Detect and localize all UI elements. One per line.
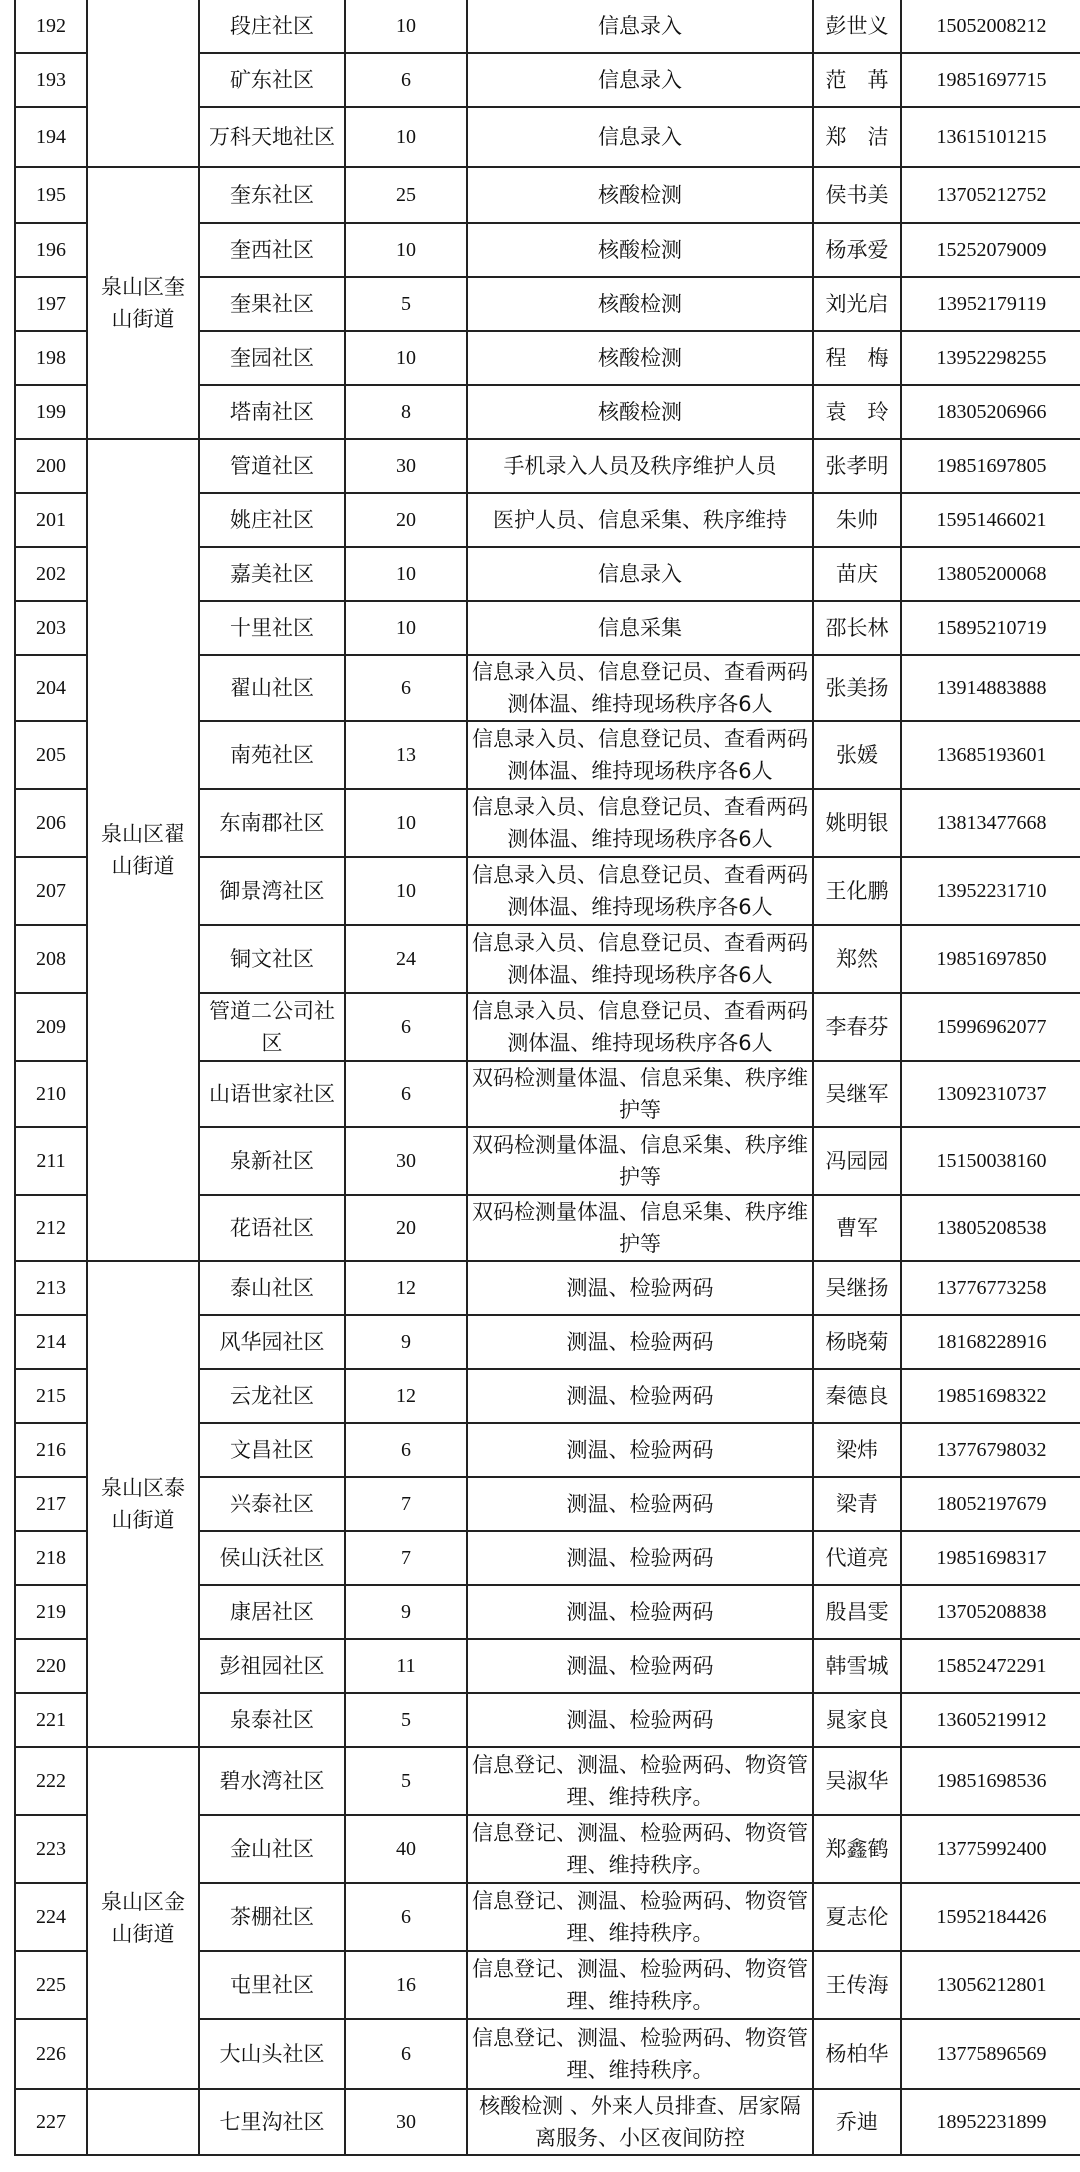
row-number-cell: 210 — [15, 1061, 87, 1127]
duty-cell: 医护人员、信息采集、秩序维持 — [467, 493, 813, 547]
phone-cell: 13952298255 — [901, 331, 1080, 385]
contact-cell: 姚明银 — [813, 789, 901, 857]
contact-cell: 杨晓菊 — [813, 1315, 901, 1369]
contact-cell: 侯书美 — [813, 167, 901, 223]
contact-cell: 袁 玲 — [813, 385, 901, 439]
phone-cell: 13705212752 — [901, 167, 1080, 223]
volunteer-count-cell: 13 — [345, 721, 467, 789]
contact-cell: 乔迪 — [813, 2089, 901, 2155]
contact-cell: 李春芬 — [813, 993, 901, 1061]
community-cell: 碧水湾社区 — [199, 1747, 345, 1815]
community-cell: 奎西社区 — [199, 223, 345, 277]
duty-cell: 信息录入员、信息登记员、查看两码测体温、维持现场秩序各6人 — [467, 925, 813, 993]
row-number-cell: 225 — [15, 1951, 87, 2019]
contact-cell: 吴继扬 — [813, 1261, 901, 1315]
phone-cell: 19851697715 — [901, 53, 1080, 107]
phone-cell: 13813477668 — [901, 789, 1080, 857]
volunteer-count-cell: 10 — [345, 107, 467, 167]
phone-cell: 13776773258 — [901, 1261, 1080, 1315]
volunteer-count-cell: 10 — [345, 857, 467, 925]
community-cell: 康居社区 — [199, 1585, 345, 1639]
community-cell: 风华园社区 — [199, 1315, 345, 1369]
duty-cell: 信息录入 — [467, 0, 813, 53]
row-number-cell: 221 — [15, 1693, 87, 1747]
duty-cell: 信息采集 — [467, 601, 813, 655]
contact-cell: 代道亮 — [813, 1531, 901, 1585]
row-number-cell: 222 — [15, 1747, 87, 1815]
phone-cell: 13805208538 — [901, 1195, 1080, 1261]
duty-cell: 信息登记、测温、检验两码、物资管理、维持秩序。 — [467, 2019, 813, 2089]
duty-cell: 核酸检测 — [467, 331, 813, 385]
contact-cell: 邵长林 — [813, 601, 901, 655]
duty-cell: 信息录入 — [467, 53, 813, 107]
phone-cell: 13685193601 — [901, 721, 1080, 789]
duty-cell: 核酸检测 — [467, 167, 813, 223]
row-number-cell: 204 — [15, 655, 87, 721]
table-row — [15, 1261, 1080, 1315]
volunteer-count-cell: 40 — [345, 1815, 467, 1883]
phone-cell: 13775992400 — [901, 1815, 1080, 1883]
volunteer-count-cell: 30 — [345, 439, 467, 493]
volunteer-count-cell: 8 — [345, 385, 467, 439]
volunteer-count-cell: 9 — [345, 1585, 467, 1639]
community-cell: 万科天地社区 — [199, 107, 345, 167]
community-cell: 塔南社区 — [199, 385, 345, 439]
contact-cell: 郑 洁 — [813, 107, 901, 167]
volunteer-count-cell: 6 — [345, 53, 467, 107]
row-number-cell: 194 — [15, 107, 87, 167]
duty-cell: 测温、检验两码 — [467, 1369, 813, 1423]
street-cell: 泉山区泰山街道 — [87, 1261, 199, 1747]
community-cell: 山语世家社区 — [199, 1061, 345, 1127]
community-cell: 翟山社区 — [199, 655, 345, 721]
duty-cell: 核酸检测 — [467, 277, 813, 331]
community-cell: 文昌社区 — [199, 1423, 345, 1477]
contact-cell: 张媛 — [813, 721, 901, 789]
duty-cell: 核酸检测 — [467, 385, 813, 439]
street-cell — [87, 2089, 199, 2155]
volunteer-count-cell: 6 — [345, 2019, 467, 2089]
contact-cell: 苗庆 — [813, 547, 901, 601]
volunteer-count-cell: 10 — [345, 601, 467, 655]
duty-cell: 信息录入 — [467, 107, 813, 167]
contact-cell: 梁青 — [813, 1477, 901, 1531]
duty-cell: 信息登记、测温、检验两码、物资管理、维持秩序。 — [467, 1951, 813, 2019]
volunteer-count-cell: 20 — [345, 1195, 467, 1261]
contact-cell: 王传海 — [813, 1951, 901, 2019]
row-number-cell: 193 — [15, 53, 87, 107]
street-cell: 泉山区奎山街道 — [87, 167, 199, 439]
duty-cell: 测温、检验两码 — [467, 1477, 813, 1531]
volunteer-count-cell: 9 — [345, 1315, 467, 1369]
phone-cell: 13952231710 — [901, 857, 1080, 925]
community-cell: 嘉美社区 — [199, 547, 345, 601]
volunteer-count-cell: 6 — [345, 1423, 467, 1477]
phone-cell: 13092310737 — [901, 1061, 1080, 1127]
community-cell: 管道社区 — [199, 439, 345, 493]
duty-cell: 信息录入员、信息登记员、查看两码测体温、维持现场秩序各6人 — [467, 789, 813, 857]
phone-cell: 13615101215 — [901, 107, 1080, 167]
street-cell: 泉山区金山街道 — [87, 1747, 199, 2089]
phone-cell: 19851698322 — [901, 1369, 1080, 1423]
contact-cell: 秦德良 — [813, 1369, 901, 1423]
volunteer-count-cell: 10 — [345, 223, 467, 277]
contact-cell: 韩雪城 — [813, 1639, 901, 1693]
phone-cell: 13776798032 — [901, 1423, 1080, 1477]
phone-cell: 19851697805 — [901, 439, 1080, 493]
contact-cell: 朱帅 — [813, 493, 901, 547]
row-number-cell: 219 — [15, 1585, 87, 1639]
row-number-cell: 200 — [15, 439, 87, 493]
phone-cell: 13805200068 — [901, 547, 1080, 601]
street-cell: 泉山区翟山街道 — [87, 439, 199, 1261]
phone-cell: 13705208838 — [901, 1585, 1080, 1639]
row-number-cell: 216 — [15, 1423, 87, 1477]
community-cell: 彭祖园社区 — [199, 1639, 345, 1693]
community-cell: 御景湾社区 — [199, 857, 345, 925]
volunteer-count-cell: 11 — [345, 1639, 467, 1693]
table-row — [15, 0, 1080, 53]
duty-cell: 信息录入员、信息登记员、查看两码测体温、维持现场秩序各6人 — [467, 655, 813, 721]
volunteer-count-cell: 20 — [345, 493, 467, 547]
phone-cell: 13056212801 — [901, 1951, 1080, 2019]
phone-cell: 13914883888 — [901, 655, 1080, 721]
contact-cell: 张美扬 — [813, 655, 901, 721]
community-cell: 南苑社区 — [199, 721, 345, 789]
row-number-cell: 217 — [15, 1477, 87, 1531]
contact-cell: 夏志伦 — [813, 1883, 901, 1951]
community-cell: 金山社区 — [199, 1815, 345, 1883]
volunteer-count-cell: 5 — [345, 277, 467, 331]
phone-cell: 15895210719 — [901, 601, 1080, 655]
community-cell: 泉新社区 — [199, 1127, 345, 1195]
community-cell: 矿东社区 — [199, 53, 345, 107]
community-cell: 奎园社区 — [199, 331, 345, 385]
volunteer-count-cell: 16 — [345, 1951, 467, 2019]
roster-table — [14, 0, 1080, 2156]
community-cell: 泰山社区 — [199, 1261, 345, 1315]
volunteer-count-cell: 10 — [345, 547, 467, 601]
table-row — [15, 2089, 1080, 2155]
phone-cell: 18052197679 — [901, 1477, 1080, 1531]
row-number-cell: 199 — [15, 385, 87, 439]
row-number-cell: 198 — [15, 331, 87, 385]
community-cell: 云龙社区 — [199, 1369, 345, 1423]
contact-cell: 冯园园 — [813, 1127, 901, 1195]
duty-cell: 双码检测量体温、信息采集、秩序维护等 — [467, 1195, 813, 1261]
volunteer-count-cell: 7 — [345, 1531, 467, 1585]
phone-cell: 19851698536 — [901, 1747, 1080, 1815]
volunteer-count-cell: 30 — [345, 2089, 467, 2155]
duty-cell: 双码检测量体温、信息采集、秩序维护等 — [467, 1061, 813, 1127]
row-number-cell: 196 — [15, 223, 87, 277]
duty-cell: 信息登记、测温、检验两码、物资管理、维持秩序。 — [467, 1815, 813, 1883]
duty-cell: 信息登记、测温、检验两码、物资管理、维持秩序。 — [467, 1883, 813, 1951]
duty-cell: 信息登记、测温、检验两码、物资管理、维持秩序。 — [467, 1747, 813, 1815]
volunteer-count-cell: 7 — [345, 1477, 467, 1531]
phone-cell: 18952231899 — [901, 2089, 1080, 2155]
community-cell: 茶棚社区 — [199, 1883, 345, 1951]
phone-cell: 13952179119 — [901, 277, 1080, 331]
volunteer-count-cell: 12 — [345, 1261, 467, 1315]
community-cell: 奎东社区 — [199, 167, 345, 223]
phone-cell: 15150038160 — [901, 1127, 1080, 1195]
volunteer-count-cell: 6 — [345, 1061, 467, 1127]
contact-cell: 杨柏华 — [813, 2019, 901, 2089]
duty-cell: 信息录入员、信息登记员、查看两码测体温、维持现场秩序各6人 — [467, 721, 813, 789]
community-cell: 十里社区 — [199, 601, 345, 655]
row-number-cell: 226 — [15, 2019, 87, 2089]
row-number-cell: 211 — [15, 1127, 87, 1195]
community-cell: 铜文社区 — [199, 925, 345, 993]
row-number-cell: 209 — [15, 993, 87, 1061]
volunteer-count-cell: 10 — [345, 0, 467, 53]
duty-cell: 测温、检验两码 — [467, 1315, 813, 1369]
phone-cell: 15996962077 — [901, 993, 1080, 1061]
volunteer-count-cell: 24 — [345, 925, 467, 993]
row-number-cell: 203 — [15, 601, 87, 655]
row-number-cell: 206 — [15, 789, 87, 857]
phone-cell: 15951466021 — [901, 493, 1080, 547]
duty-cell: 测温、检验两码 — [467, 1531, 813, 1585]
table-row — [15, 439, 1080, 493]
table-row — [15, 167, 1080, 223]
phone-cell: 15852472291 — [901, 1639, 1080, 1693]
row-number-cell: 218 — [15, 1531, 87, 1585]
phone-cell: 18168228916 — [901, 1315, 1080, 1369]
duty-cell: 测温、检验两码 — [467, 1639, 813, 1693]
phone-cell: 13605219912 — [901, 1693, 1080, 1747]
duty-cell: 信息录入 — [467, 547, 813, 601]
row-number-cell: 224 — [15, 1883, 87, 1951]
row-number-cell: 208 — [15, 925, 87, 993]
row-number-cell: 215 — [15, 1369, 87, 1423]
contact-cell: 吴淑华 — [813, 1747, 901, 1815]
duty-cell: 信息录入员、信息登记员、查看两码测体温、维持现场秩序各6人 — [467, 857, 813, 925]
duty-cell: 测温、检验两码 — [467, 1693, 813, 1747]
contact-cell: 刘光启 — [813, 277, 901, 331]
duty-cell: 测温、检验两码 — [467, 1261, 813, 1315]
table-row — [15, 1747, 1080, 1815]
community-cell: 侯山沃社区 — [199, 1531, 345, 1585]
duty-cell: 测温、检验两码 — [467, 1585, 813, 1639]
contact-cell: 郑鑫鹤 — [813, 1815, 901, 1883]
volunteer-count-cell: 10 — [345, 331, 467, 385]
volunteer-count-cell: 6 — [345, 655, 467, 721]
volunteer-count-cell: 12 — [345, 1369, 467, 1423]
community-cell: 段庄社区 — [199, 0, 345, 53]
phone-cell: 15052008212 — [901, 0, 1080, 53]
community-cell: 管道二公司社区 — [199, 993, 345, 1061]
duty-cell: 核酸检测 、外来人员排查、居家隔离服务、小区夜间防控 — [467, 2089, 813, 2155]
row-number-cell: 213 — [15, 1261, 87, 1315]
contact-cell: 张孝明 — [813, 439, 901, 493]
row-number-cell: 212 — [15, 1195, 87, 1261]
contact-cell: 郑然 — [813, 925, 901, 993]
community-cell: 奎果社区 — [199, 277, 345, 331]
community-cell: 花语社区 — [199, 1195, 345, 1261]
volunteer-count-cell: 6 — [345, 1883, 467, 1951]
duty-cell: 测温、检验两码 — [467, 1423, 813, 1477]
contact-cell: 王化鹏 — [813, 857, 901, 925]
phone-cell: 19851697850 — [901, 925, 1080, 993]
volunteer-count-cell: 10 — [345, 789, 467, 857]
row-number-cell: 223 — [15, 1815, 87, 1883]
street-cell — [87, 0, 199, 167]
phone-cell: 15952184426 — [901, 1883, 1080, 1951]
row-number-cell: 201 — [15, 493, 87, 547]
roster-body — [15, 0, 1080, 2155]
volunteer-count-cell: 25 — [345, 167, 467, 223]
contact-cell: 程 梅 — [813, 331, 901, 385]
volunteer-count-cell: 30 — [345, 1127, 467, 1195]
contact-cell: 梁炜 — [813, 1423, 901, 1477]
duty-cell: 信息录入员、信息登记员、查看两码测体温、维持现场秩序各6人 — [467, 993, 813, 1061]
contact-cell: 殷昌雯 — [813, 1585, 901, 1639]
row-number-cell: 214 — [15, 1315, 87, 1369]
duty-cell: 手机录入人员及秩序维护人员 — [467, 439, 813, 493]
row-number-cell: 227 — [15, 2089, 87, 2155]
contact-cell: 范 苒 — [813, 53, 901, 107]
community-cell: 姚庄社区 — [199, 493, 345, 547]
volunteer-count-cell: 5 — [345, 1747, 467, 1815]
phone-cell: 18305206966 — [901, 385, 1080, 439]
contact-cell: 晁家良 — [813, 1693, 901, 1747]
phone-cell: 15252079009 — [901, 223, 1080, 277]
row-number-cell: 197 — [15, 277, 87, 331]
duty-cell: 核酸检测 — [467, 223, 813, 277]
community-cell: 兴泰社区 — [199, 1477, 345, 1531]
contact-cell: 吴继军 — [813, 1061, 901, 1127]
row-number-cell: 205 — [15, 721, 87, 789]
phone-cell: 19851698317 — [901, 1531, 1080, 1585]
community-cell: 屯里社区 — [199, 1951, 345, 2019]
community-cell: 大山头社区 — [199, 2019, 345, 2089]
contact-cell: 杨承爱 — [813, 223, 901, 277]
volunteer-count-cell: 6 — [345, 993, 467, 1061]
row-number-cell: 220 — [15, 1639, 87, 1693]
phone-cell: 13775896569 — [901, 2019, 1080, 2089]
row-number-cell: 195 — [15, 167, 87, 223]
volunteer-count-cell: 5 — [345, 1693, 467, 1747]
duty-cell: 双码检测量体温、信息采集、秩序维护等 — [467, 1127, 813, 1195]
row-number-cell: 192 — [15, 0, 87, 53]
contact-cell: 曹军 — [813, 1195, 901, 1261]
row-number-cell: 202 — [15, 547, 87, 601]
contact-cell: 彭世义 — [813, 0, 901, 53]
row-number-cell: 207 — [15, 857, 87, 925]
community-cell: 七里沟社区 — [199, 2089, 345, 2155]
community-cell: 泉泰社区 — [199, 1693, 345, 1747]
community-cell: 东南郡社区 — [199, 789, 345, 857]
